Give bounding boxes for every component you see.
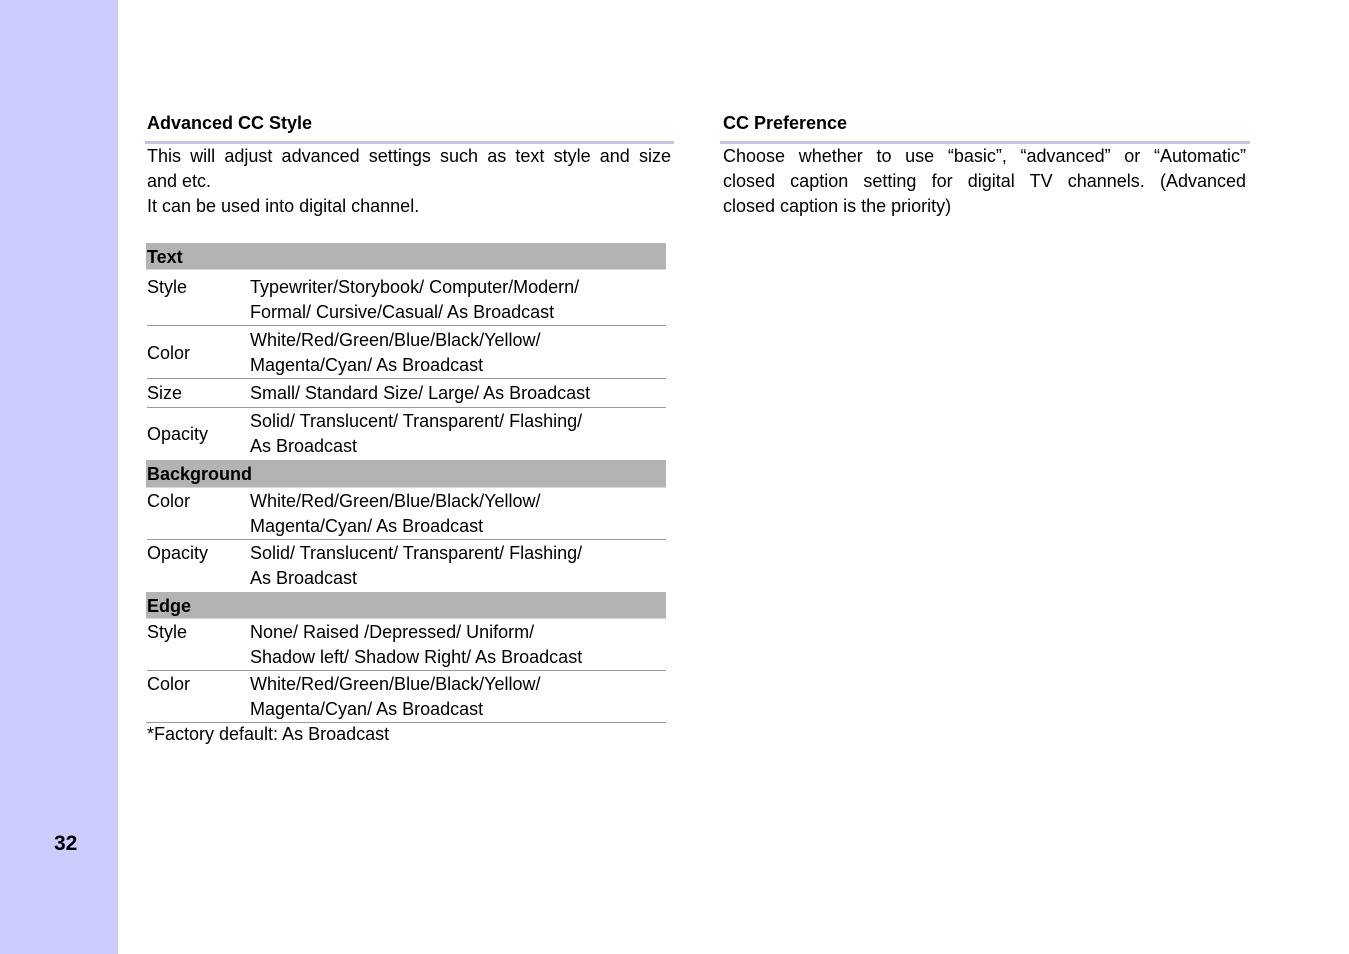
table-row-value: [250, 409, 666, 460]
cc-preference-description: [723, 144, 1246, 219]
table-row-label: Color: [147, 342, 191, 363]
table-row-value: [250, 541, 666, 592]
table-row-label: Opacity: [147, 424, 209, 444]
table-row: [147, 619, 666, 671]
value-line: Magenta/Cyan/ As Broadcast: [250, 699, 484, 719]
table-group-header-background: Background: [146, 460, 666, 488]
cc-preference-title: CC Preference: [723, 113, 848, 133]
table-group-header-text: Text: [146, 243, 666, 270]
cc-style-table: [146, 243, 666, 723]
table-row-label: Size: [147, 383, 183, 403]
table-row: [147, 488, 666, 540]
advanced-cc-style-title: Advanced CC Style: [147, 113, 313, 133]
page-margin-strip: [0, 0, 118, 954]
table-row: [147, 379, 666, 408]
value-line: Typewriter/Storybook/ Computer/Modern/: [250, 277, 580, 297]
table-row-label: Color: [147, 491, 191, 511]
value-line: Solid/ Translucent/ Transparent/ Flashing/: [250, 411, 583, 431]
description-line: This will adjust advanced settings such as text style and size: [147, 146, 671, 166]
value-line: Magenta/Cyan/ As Broadcast: [250, 355, 484, 375]
value-line: White/Red/Green/Blue/Black/Yellow/: [250, 330, 541, 350]
table-row-label: Color: [147, 674, 191, 694]
value-line: Magenta/Cyan/ As Broadcast: [250, 516, 484, 536]
description-line: closed caption is the priority): [723, 196, 952, 216]
description-line: and etc.: [147, 171, 212, 191]
table-row-value: [250, 620, 666, 670]
value-line: None/ Raised /Depressed/ Uniform/: [250, 622, 535, 642]
table-row-value: [250, 275, 666, 325]
table-row: [147, 408, 666, 460]
table-row-value: [250, 672, 666, 722]
value-line: Solid/ Translucent/ Transparent/ Flashing/: [250, 543, 583, 563]
table-row: [147, 540, 666, 592]
factory-default-footnote: *Factory default: As Broadcast: [147, 724, 390, 744]
value-line: White/Red/Green/Blue/Black/Yellow/: [250, 674, 541, 694]
value-line: Small/ Standard Size/ Large/ As Broadcast: [250, 383, 591, 403]
description-line: It can be used into digital channel.: [147, 196, 420, 216]
description-line: Choose whether to use “basic”, “advanced” or “Automatic”: [723, 146, 1246, 166]
table-row: [146, 671, 666, 723]
table-row: [147, 270, 666, 326]
value-line: As Broadcast: [250, 436, 358, 456]
table-row-value: [250, 489, 666, 539]
page-number: 32: [54, 832, 78, 855]
table-row-label: Opacity: [147, 543, 209, 563]
table-row-value: [250, 328, 666, 378]
table-row-label: Style: [147, 277, 188, 297]
value-line: As Broadcast: [250, 568, 358, 588]
table-row: [147, 326, 666, 379]
description-line: closed caption setting for digital TV channels. (Advanced: [723, 171, 1246, 191]
advanced-cc-style-description: [147, 144, 671, 219]
value-line: White/Red/Green/Blue/Black/Yellow/: [250, 491, 541, 511]
value-line: Formal/ Cursive/Casual/ As Broadcast: [250, 302, 555, 322]
table-group-header-edge: Edge: [146, 592, 666, 619]
value-line: Shadow left/ Shadow Right/ As Broadcast: [250, 647, 583, 667]
table-row-label: Style: [147, 622, 188, 642]
table-row-value: [250, 381, 666, 407]
